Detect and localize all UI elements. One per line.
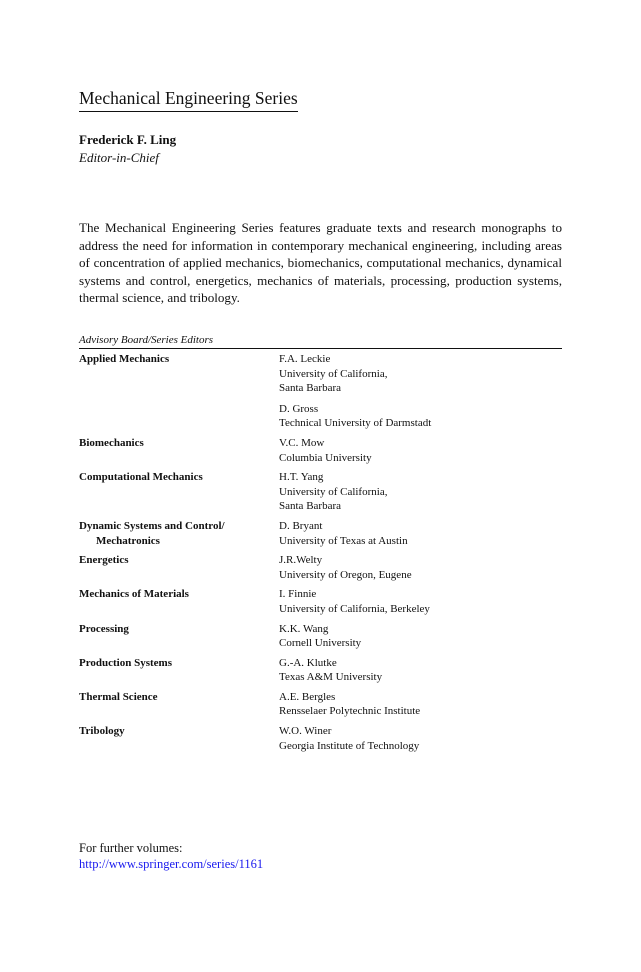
editor-in-chief-name: Frederick F. Ling bbox=[79, 132, 177, 147]
board-area-label: Mechanics of Materials bbox=[79, 588, 189, 601]
board-editor-name: A.E. Bergles bbox=[279, 690, 336, 703]
board-editor bbox=[279, 690, 562, 719]
board-row bbox=[79, 587, 562, 616]
board-editor-affiliation: Texas A&M University bbox=[279, 671, 383, 684]
board-editors bbox=[279, 622, 562, 651]
board-area-label: Thermal Science bbox=[79, 690, 158, 703]
board-editor-affiliation: Technical University of Darmstadt bbox=[279, 417, 432, 430]
board-area-label: Applied Mechanics bbox=[79, 353, 170, 365]
board-editor-name: H.T. Yang bbox=[279, 471, 324, 484]
series-description: The Mechanical Engineering Series features graduate texts and research monographs to address the need for information in contemporary mechanical engineering, including areas of concentration of applied mechanics, biomechanics, computational mechanics, dynamical systems and control, energetics, mechanics of materials, processing, production systems, thermal science, and tribology. bbox=[79, 220, 562, 305]
board-area bbox=[79, 587, 279, 616]
board-editor-name: F.A. Leckie bbox=[279, 353, 331, 365]
board-area-label: Computational Mechanics bbox=[79, 471, 203, 484]
board-area bbox=[79, 690, 279, 719]
board-editor-name: G.-A. Klutke bbox=[279, 656, 337, 669]
board-editor bbox=[279, 402, 562, 431]
board-editor bbox=[279, 656, 562, 685]
board-area-label: Biomechanics bbox=[79, 436, 144, 449]
board-editor-name: K.K. Wang bbox=[279, 622, 329, 635]
board-area-label-continued: Mechatronics bbox=[96, 534, 160, 547]
board-editor bbox=[279, 470, 562, 514]
board-row bbox=[79, 436, 562, 465]
board-editor bbox=[279, 436, 562, 465]
board-editor bbox=[279, 553, 562, 582]
board-editor bbox=[279, 724, 562, 753]
advisory-board-table bbox=[79, 352, 562, 758]
board-area bbox=[79, 436, 279, 465]
board-editors bbox=[279, 553, 562, 582]
board-editor-affiliation: Rensselaer Polytechnic Institute bbox=[279, 705, 421, 718]
board-area bbox=[79, 352, 279, 431]
series-title: Mechanical Engineering Series bbox=[79, 88, 298, 112]
board-area bbox=[79, 622, 279, 651]
board-editor-affiliation: Columbia University bbox=[279, 451, 372, 464]
advisory-board-heading: Advisory Board/Series Editors bbox=[79, 333, 562, 349]
editor-in-chief-role: Editor-in-Chief bbox=[79, 150, 159, 165]
board-editor-affiliation: University of California, bbox=[279, 485, 388, 498]
board-editor-affiliation-continued: Santa Barbara bbox=[279, 500, 341, 513]
board-area-label: Processing bbox=[79, 622, 129, 635]
board-row bbox=[79, 553, 562, 582]
board-area bbox=[79, 553, 279, 582]
board-editor-affiliation: Cornell University bbox=[279, 637, 362, 650]
board-editor-affiliation: Georgia Institute of Technology bbox=[279, 739, 420, 752]
board-editors bbox=[279, 470, 562, 514]
board-area-label: Dynamic Systems and Control/ bbox=[79, 519, 225, 532]
board-editor-name: D. Bryant bbox=[279, 519, 323, 532]
board-editor-name: I. Finnie bbox=[279, 588, 317, 601]
board-editor-affiliation-continued: Santa Barbara bbox=[279, 382, 341, 395]
board-editor bbox=[279, 519, 562, 548]
board-row bbox=[79, 724, 562, 753]
board-row bbox=[79, 690, 562, 719]
board-area-label: Production Systems bbox=[79, 656, 172, 669]
board-editors bbox=[279, 690, 562, 719]
board-editor-affiliation: University of California, bbox=[279, 367, 388, 380]
board-editors bbox=[279, 519, 562, 548]
further-volumes-label: For further volumes: bbox=[79, 841, 183, 855]
board-area bbox=[79, 470, 279, 514]
board-editor-name: W.O. Winer bbox=[279, 725, 332, 738]
board-editor-name: V.C. Mow bbox=[279, 436, 325, 449]
board-area bbox=[79, 656, 279, 685]
board-row bbox=[79, 622, 562, 651]
board-row bbox=[79, 470, 562, 514]
board-area bbox=[79, 724, 279, 753]
board-editor-affiliation: University of Oregon, Eugene bbox=[279, 568, 412, 581]
board-editors bbox=[279, 724, 562, 753]
board-row bbox=[79, 519, 562, 548]
board-editors bbox=[279, 587, 562, 616]
board-editor-affiliation: University of California, Berkeley bbox=[279, 602, 430, 615]
board-row bbox=[79, 352, 562, 431]
board-area-label: Energetics bbox=[79, 554, 129, 567]
board-editors bbox=[279, 656, 562, 685]
board-editor bbox=[279, 587, 562, 616]
series-link[interactable]: http://www.springer.com/series/1161 bbox=[79, 857, 264, 871]
board-area bbox=[79, 519, 279, 548]
board-editor bbox=[279, 622, 562, 651]
board-editor-name: J.R.Welty bbox=[279, 554, 323, 567]
board-editors bbox=[279, 352, 562, 431]
board-row bbox=[79, 656, 562, 685]
board-area-label: Tribology bbox=[79, 725, 125, 738]
board-editors bbox=[279, 436, 562, 465]
board-editor-affiliation: University of Texas at Austin bbox=[279, 534, 408, 547]
board-editor-name: D. Gross bbox=[279, 402, 319, 415]
board-editor bbox=[279, 352, 562, 396]
